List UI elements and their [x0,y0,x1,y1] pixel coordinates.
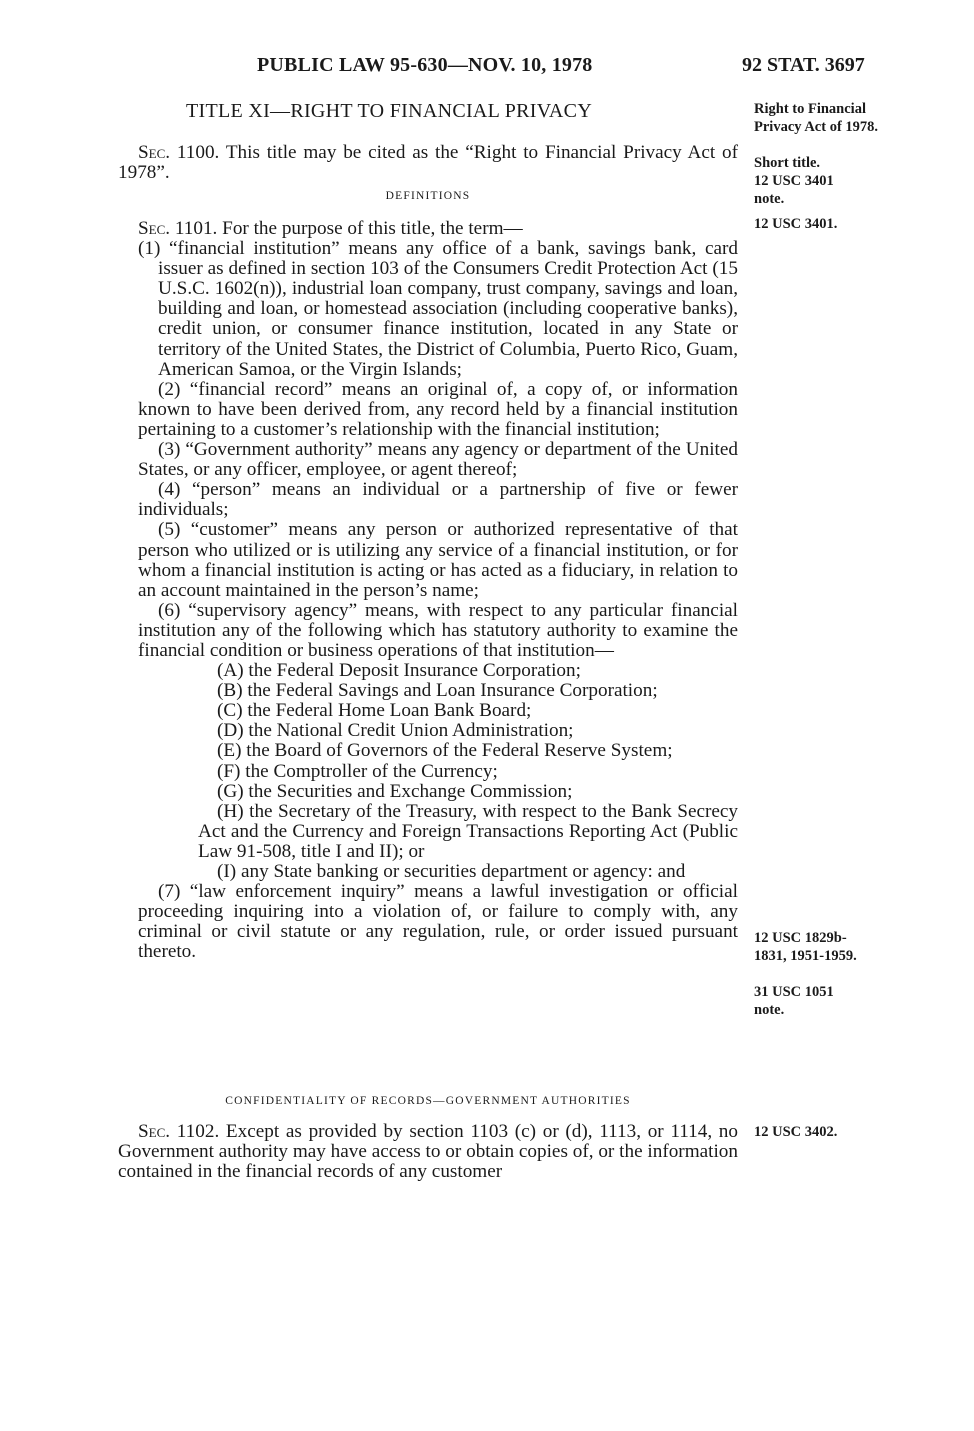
definition-4: (4) “person” means an individual or a partnership of five or fewer individuals; [138,479,738,521]
section-1102-text [118,1122,738,1182]
agency-f: (F) the Comptroller of the Currency; [217,760,498,782]
agency-i: (I) any State banking or securities department or agency: and [217,861,686,882]
agency-h: (H) the Secretary of the Treasury, with respect to the Bank Secrecy Act and the Currency and Foreign Transactions Reporting Act (Public Law 91-508, title I and II); or [198,800,738,862]
definitions-heading: DEFINITIONS [385,190,471,202]
agency-g: (G) the Securities and Exchange Commission; [217,780,573,802]
margin-note-3401: 12 USC 3401. [754,216,838,232]
section-body: 1102. Except as provided by section 1103 (c) or (d), 1113, or 1114, no Government authority may have access to or obtain copies of, or the information contained in the financial records of any customer [118,1121,738,1183]
margin-note-3402: 12 USC 3402. [754,1124,838,1140]
section-label: Sec. [138,218,171,239]
margin-note-1829b: 12 USC 1829b-1831, 1951-1959. [754,930,857,964]
definition-3: (3) “Government authority” means any agency or department of the United States, or any officer, employee, or agent thereof; [138,439,738,481]
agency-a: (A) the Federal Deposit Insurance Corporation; [217,660,581,682]
definition-6: (6) “supervisory agency” means, with respect to any particular financial institution any of the following which has statutory authority to examine the financial condition or business operations of that institution— [138,599,738,661]
agency-e: (E) the Board of Governors of the Federal Reserve System; [217,740,673,762]
margin-note-act-name: Right to Financial Privacy Act of 1978. [754,101,879,135]
section-1101-intro [118,219,738,239]
margin-note-short-title: Short title. [754,155,821,171]
definition-2: (2) “financial record” means an original of, a copy of, or information known to have been derived from, any record held by a financial institution pertaining to a customer’s relationship with the financial institution; [138,378,738,440]
definition-7: (7) “law enforcement inquiry” means a lawful investigation or official proceeding inquiring into a violation of, or failure to comply with, any criminal or civil statute or any regulation, rule, or order issued pursuant thereto. [138,881,738,963]
running-head: PUBLIC LAW 95-630—NOV. 10, 1978 [257,54,593,76]
title-heading: TITLE XI—RIGHT TO FINANCIAL PRIVACY [186,100,593,122]
section-body: 1100. This title may be cited as the “Right to Financial Privacy Act of 1978”. [118,142,738,184]
agency-d: (D) the National Credit Union Administration; [217,720,574,742]
agency-c: (C) the Federal Home Loan Bank Board; [217,700,532,722]
section-1100-text [118,143,738,183]
definition-1: (1) “financial institution” means any office of a bank, savings bank, card issuer as defined in section 103 of the Consumers Credit Protection Act (15 U.S.C. 1602(n)), industrial loan company, trust company, savings and loan, building and loan, or homestead association (including cooperative banks), credit union, or consumer finance institution, located in any State or territory of the United States, the District of Columbia, Puerto Rico, Guam, American Samoa, or the Virgin Islands; [138,238,738,380]
definition-5: (5) “customer” means any person or authorized representative of that person who utilized or is utilizing any service of a financial institution, or for whom a financial institution is acting or has acted as a fiduciary, in relation to an account maintained in the person’s name; [138,519,738,601]
section-label: Sec. [138,1121,171,1142]
confidentiality-heading: CONFIDENTIALITY OF RECORDS—GOVERNMENT AUTHORITIES [225,1095,631,1107]
section-1101 [118,219,738,962]
margin-note-1051: 31 USC 1051 note. [754,984,834,1018]
section-label: Sec. [138,142,171,163]
margin-note-3401-note: 12 USC 3401 note. [754,173,834,207]
section-1102 [118,1122,738,1182]
agency-b: (B) the Federal Savings and Loan Insurance Corporation; [217,680,658,702]
stat-citation: 92 STAT. 3697 [742,54,865,76]
section-1100 [118,143,738,183]
section-body: 1101. For the purpose of this title, the term— [170,218,523,239]
